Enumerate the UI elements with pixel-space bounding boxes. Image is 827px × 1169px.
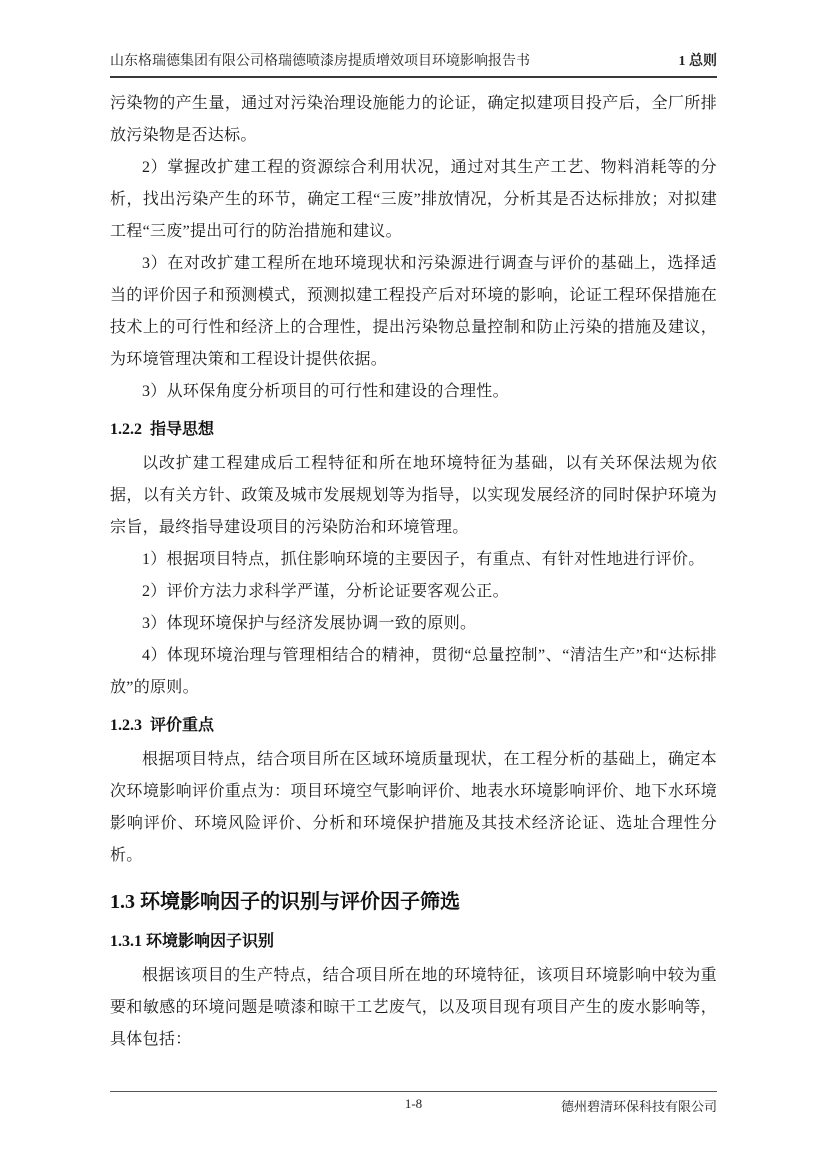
paragraph-principle-1: 1）根据项目特点，抓住影响环境的主要因子，有重点、有针对性地进行评价。 <box>142 551 705 568</box>
paragraph-principle-4: 4）体现环境治理与管理相结合的精神，贯彻“总量控制”、“清洁生产”和“达标排放”的原则。 <box>110 647 717 696</box>
document-body <box>110 88 717 1056</box>
header-report-title: 山东格瑞德集团有限公司格瑞德喷漆房提质增效项目环境影响报告书 <box>110 54 530 69</box>
paragraph-factor-identify: 根据该项目的生产特点，结合项目所在地的环境特征，该项目环境影响中较为重要和敏感的环境问题是喷漆和晾干工艺废气，以及项目现有项目产生的废水影响等，具体包括： <box>110 967 717 1048</box>
heading-1-3: 1.3 环境影响因子的识别与评价因子筛选 <box>110 891 460 913</box>
paragraph-continuation: 污染物的产生量，通过对污染治理设施能力的论证，确定拟建项目投产后，全厂所排放污染物是否达标。 <box>110 95 717 144</box>
paragraph-evaluation-focus: 根据项目特点，结合项目所在区域环境质量现状，在工程分析的基础上，确定本次环境影响评价重点为：项目环境空气影响评价、地表水环境影响评价、地下水环境影响评价、环境风险评价、分析和环境保护措施及其技术经济论证、选址合理性分析。 <box>110 751 717 864</box>
heading-1-2-3: 1.2.3 评价重点 <box>110 717 215 734</box>
heading-1-3-1: 1.3.1 环境影响因子识别 <box>110 933 275 950</box>
paragraph-item-3b: 3）从环保角度分析项目的可行性和建设的合理性。 <box>142 383 509 400</box>
page-number: 1-8 <box>404 1096 423 1111</box>
header-chapter-label: 1 总则 <box>678 54 717 69</box>
paragraph-item-2: 2）掌握改扩建工程的资源综合利用状况，通过对其生产工艺、物料消耗等的分析，找出污染产生的环节，确定工程“三废”排放情况，分析其是否达标排放；对拟建工程“三废”提出可行的防治措施和建议。 <box>110 159 717 240</box>
heading-1-2-2: 1.2.2 指导思想 <box>110 421 215 438</box>
page-header <box>110 50 717 78</box>
paragraph-principle-3: 3）体现环境保护与经济发展协调一致的原则。 <box>142 615 477 632</box>
paragraph-item-3: 3）在对改扩建工程所在地环境现状和污染源进行调查与评价的基础上，选择适当的评价因子和预测模式，预测拟建工程投产后对环境的影响，论证工程环保措施在技术上的可行性和经济上的合理性，提出污染物总量控制和防止污染的措施及建议，为环境管理决策和工程设计提供依据。 <box>110 255 717 368</box>
page-footer <box>110 1091 717 1118</box>
paragraph-principle-2: 2）评价方法力求科学严谨，分析论证要客观公正。 <box>142 583 509 600</box>
footer-company-name: 德州碧清环保科技有限公司 <box>560 1099 717 1114</box>
paragraph-guiding: 以改扩建工程建成后工程特征和所在地环境特征为基础，以有关环保法规为依据，以有关方针、政策及城市发展规划等为指导，以实现发展经济的同时保护环境为宗旨，最终指导建设项目的污染防治和环境管理。 <box>110 455 717 536</box>
